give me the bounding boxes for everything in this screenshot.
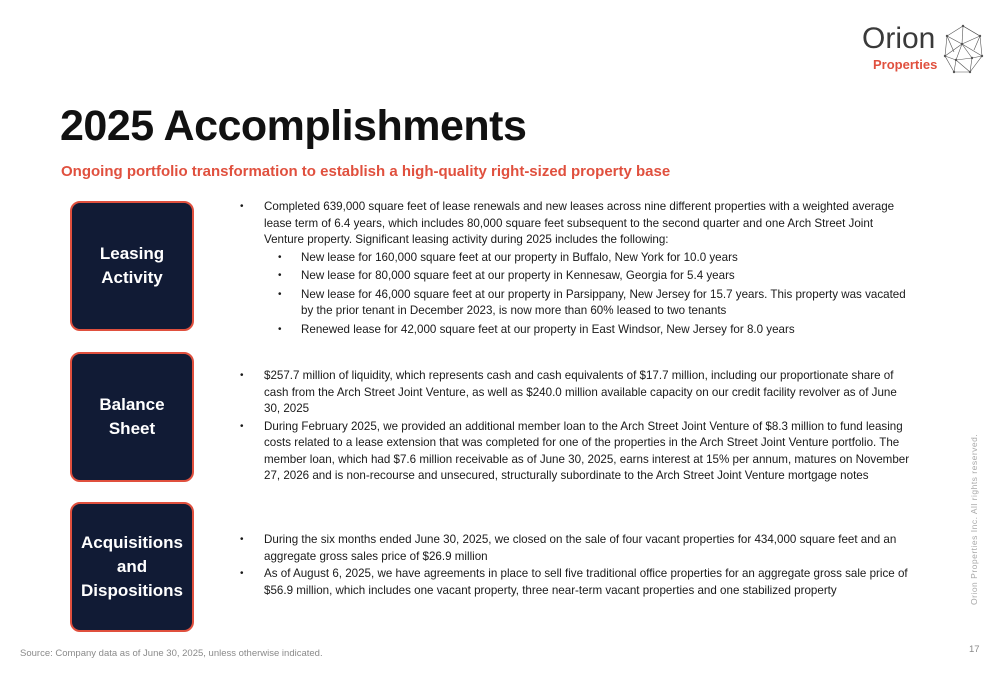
rights-text: Orion Properties Inc. All rights reserved. bbox=[969, 433, 979, 605]
orion-logo bbox=[862, 22, 984, 78]
bullet-item: • As of August 6, 2025, we have agreements in place to sell five traditional office properties for an aggregate gross sale price of $56.9 million, which includes one vacant property, three near-term vacant properties and one stabilized property bbox=[240, 566, 912, 599]
page-number: 17 bbox=[969, 644, 980, 655]
logo-sub: Properties bbox=[873, 57, 938, 72]
sub-bullet-item: • New lease for 160,000 square feet at our property in Buffalo, New York for 10.0 years bbox=[240, 250, 912, 267]
bullet-item: • $257.7 million of liquidity, which represents cash and cash equivalents of $17.7 million, including our proportionate share of cash from the Arch Street Joint Venture, as well as $240.0 million available capacity on our credit facility revolver as of June 30, 2025 bbox=[240, 368, 912, 418]
source-note: Source: Company data as of June 30, 2025, unless otherwise indicated. bbox=[20, 648, 323, 659]
bullet-item: • During the six months ended June 30, 2025, we closed on the sale of four vacant properties for 434,000 square feet and an aggregate gross sales price of $26.9 million bbox=[240, 532, 912, 565]
section-label-text: Balance Sheet bbox=[99, 395, 165, 438]
page-subtitle: Ongoing portfolio transformation to establish a high-quality right-sized property base bbox=[61, 163, 671, 180]
sub-bullet-item: • New lease for 80,000 square feet at our property in Kennesaw, Georgia for 5.4 years bbox=[240, 268, 912, 285]
page-title: 2025 Accomplishments bbox=[60, 102, 527, 150]
sub-bullet-item: • New lease for 46,000 square feet at our property in Parsippany, New Jersey for 15.7 years. This property was vacated by the prior tenant in December 2023, is now more than 60% leased to two tenants bbox=[240, 287, 912, 320]
rights-notice bbox=[945, 430, 987, 605]
bullet-item: • During February 2025, we provided an additional member loan to the Arch Street Joint Venture of $8.3 million to fund leasing costs related to a lease extension that was completed for one of the properties in the Arch Street Joint Venture portfolio. The member loan, which had $7.6 million receivable as of June 30, 2025, earns interest at 15% per annum, matures on November 27, 2026 and is non-recourse and unsecured, structurally subordinate to the Arch Street Joint Venture mortgage notes bbox=[240, 419, 912, 485]
section-label-text: Acquisitions and Dispositions bbox=[80, 533, 183, 600]
sub-bullet-item: • Renewed lease for 42,000 square feet at our property in East Windsor, New Jersey for 8.0 years bbox=[240, 322, 912, 339]
section-label-leasing bbox=[70, 201, 194, 331]
acquisitions-bullets bbox=[240, 532, 912, 600]
balance-sheet-bullets bbox=[240, 368, 912, 486]
section-label-acquisitions bbox=[70, 502, 194, 632]
leasing-bullets bbox=[240, 199, 912, 340]
bullet-item: • Completed 639,000 square feet of lease renewals and new leases across nine different properties with a weighted average lease term of 6.4 years, which includes 80,000 square feet subsequent to the second quarter and one Arch Street Joint Venture property. Significant leasing activity during 2025 includes the following: bbox=[240, 199, 912, 249]
logo-name: Orion bbox=[862, 22, 936, 55]
section-label-text: Leasing Activity bbox=[99, 244, 165, 287]
section-label-balance-sheet bbox=[70, 352, 194, 482]
globe-icon bbox=[942, 24, 984, 76]
